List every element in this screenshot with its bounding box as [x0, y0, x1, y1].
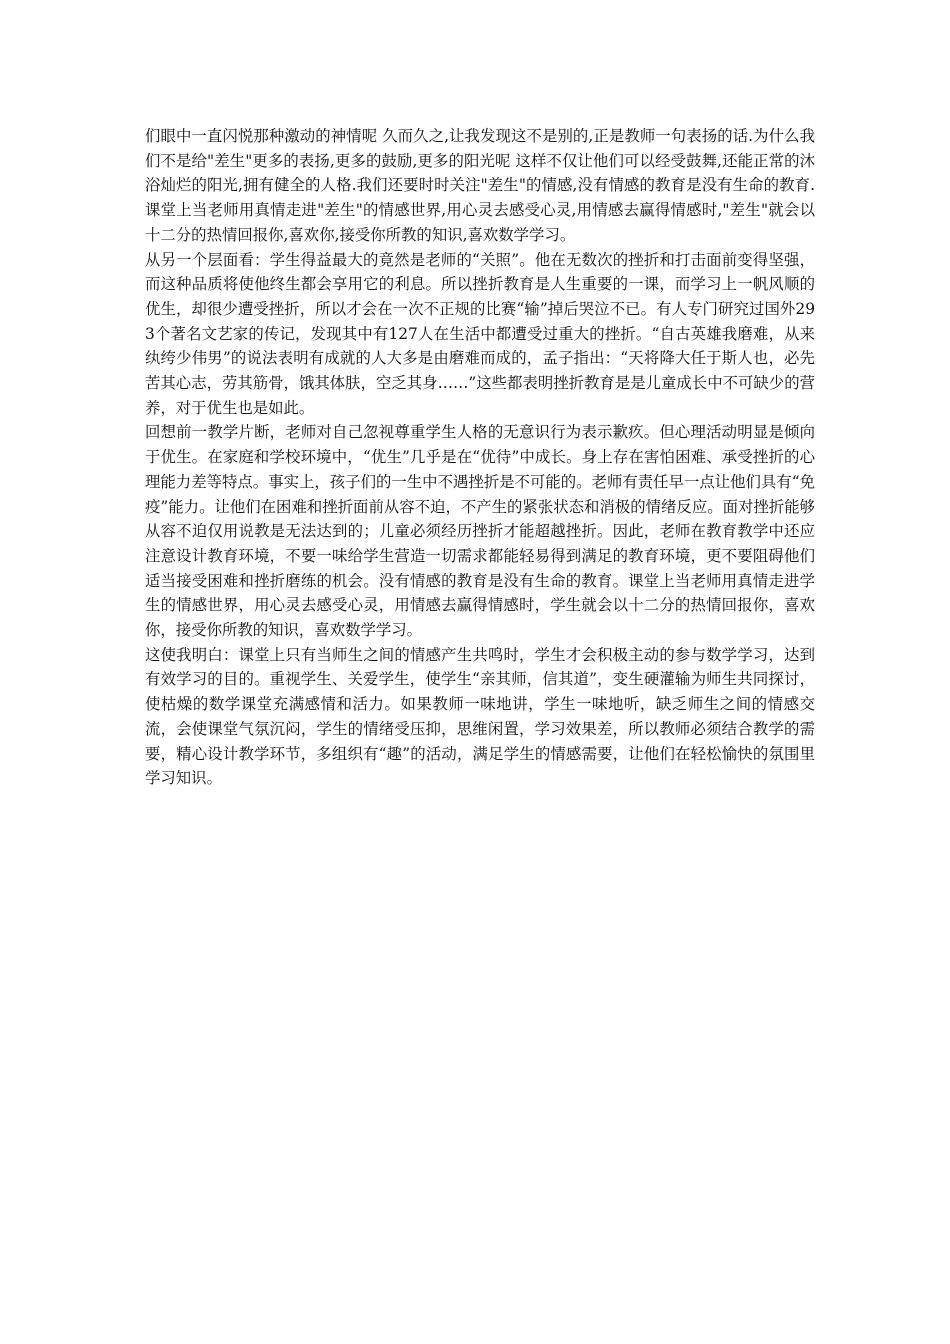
paragraph-3: 回想前一教学片断，老师对自己忽视尊重学生人格的无意识行为表示歉疚。但心理活动明显是倾向于优生。在家庭和学校环境中，“优生”几乎是在“优待”中成长。身上存在害怕困难、承受挫折的心理能力差等特点。事实上，孩子们的一生中不遇挫折是不可能的。老师有责任早一点让他们具有“免疫”能力。让他们在困难和挫折面前从容不迫，不产生的紧张状态和消极的情绪反应。面对挫折能够从容不迫仅用说教是无法达到的；儿童必须经历挫折才能超越挫折。因此，老师在教育教学中还应注意设计教育环境，不要一味给学生营造一切需求都能轻易得到满足的教育环境，更不要阻碍他们适当接受困难和挫折磨练的机会。没有情感的教育是没有生命的教育。课堂上当老师用真情走进学生的情感世界，用心灵去感受心灵，用情感去赢得情感时，学生就会以十二分的热情回报你，喜欢你，接受你所教的知识，喜欢数学学习。 [145, 423, 815, 640]
document-body [145, 124, 815, 791]
paragraph-1: 们眼中一直闪悦那种激动的神情呢 久而久之,让我发现这不是别的,正是教师一句表扬的话.为什么我们不是给"差生"更多的表扬,更多的鼓励,更多的阳光呢 这样不仅让他们可以经受鼓舞,还能正常的沐浴灿烂的阳光,拥有健全的人格.我们还要时时关注"差生"的情感,没有情感的教育是没有生命的教育.课堂上当老师用真情走进"差生"的情感世界,用心灵去感受心灵,用情感去赢得情感时,"差生"就会以十二分的热情回报你,喜欢你,接受你所教的知识,喜欢数学学习。 [145, 127, 815, 244]
paragraph-4: 这使我明白：课堂上只有当师生之间的情感产生共鸣时，学生才会积极主动的参与数学学习，达到有效学习的目的。重视学生、关爱学生，使学生“亲其师，信其道”，变生硬灌输为师生共同探讨，使枯燥的数学课堂充满感情和活力。如果教师一味地讲，学生一味地听，缺乏师生之间的情感交流，会使课堂气氛沉闷，学生的情绪受压抑，思维闲置，学习效果差，所以教师必须结合教学的需要，精心设计教学环节，多组织有“趣”的活动，满足学生的情感需要，让他们在轻松愉快的氛围里学习知识。 [145, 645, 815, 788]
paragraph-2: 从另一个层面看：学生得益最大的竟然是老师的“关照”。他在无数次的挫折和打击面前变得坚强，而这种品质将使他终生都会享用它的利息。所以挫折教育是人生重要的一课，而学习上一帆风顺的优生，却很少遭受挫折，所以才会在一次不正规的比赛“输”掉后哭泣不已。有人专门研究过国外293个著名文艺家的传记，发现其中有127人在生活中都遭受过重大的挫折。“自古英雄我磨难，从来纨绔少伟男”的说法表明有成就的人大多是由磨难而成的，孟子指出：“天将降大任于斯人也，必先苦其心志，劳其筋骨，饿其体肤，空乏其身……”这些都表明挫折教育是是儿童成长中不可缺少的营养，对于优生也是如此。 [145, 250, 815, 417]
